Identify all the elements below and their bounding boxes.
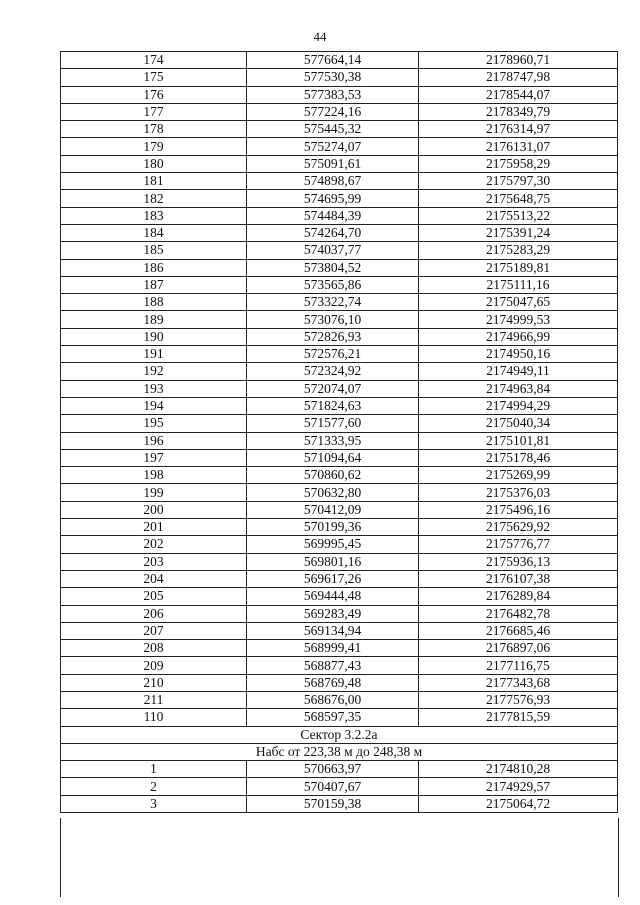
y-coordinate-cell: 2176685,46 — [419, 622, 618, 639]
table-row — [61, 397, 618, 414]
point-number-cell: 201 — [61, 519, 247, 536]
y-coordinate-cell: 2175111,16 — [419, 276, 618, 293]
y-coordinate-cell: 2175958,29 — [419, 155, 618, 172]
point-number-cell: 195 — [61, 415, 247, 432]
point-number-cell: 188 — [61, 294, 247, 311]
x-coordinate-cell: 570159,38 — [247, 795, 419, 812]
point-number-cell: 176 — [61, 86, 247, 103]
point-number-cell: 182 — [61, 190, 247, 207]
x-coordinate-cell: 574037,77 — [247, 242, 419, 259]
x-coordinate-cell: 574484,39 — [247, 207, 419, 224]
x-coordinate-cell: 572074,07 — [247, 380, 419, 397]
point-number-cell: 199 — [61, 484, 247, 501]
y-coordinate-cell: 2175178,46 — [419, 449, 618, 466]
point-number-cell: 1 — [61, 761, 247, 778]
x-coordinate-cell: 568676,00 — [247, 691, 419, 708]
table-row — [61, 536, 618, 553]
table-row — [61, 588, 618, 605]
table-row — [61, 224, 618, 241]
x-coordinate-cell: 573804,52 — [247, 259, 419, 276]
table-row — [61, 380, 618, 397]
y-coordinate-cell: 2175269,99 — [419, 467, 618, 484]
table-row — [61, 553, 618, 570]
coordinates-table — [60, 51, 618, 813]
point-number-cell: 196 — [61, 432, 247, 449]
y-coordinate-cell: 2177576,93 — [419, 691, 618, 708]
table-row — [61, 449, 618, 466]
y-coordinate-cell: 2174994,29 — [419, 397, 618, 414]
x-coordinate-cell: 570407,67 — [247, 778, 419, 795]
sector-subtitle-cell: Набс от 223,38 м до 248,38 м — [61, 743, 618, 760]
x-coordinate-cell: 568999,41 — [247, 640, 419, 657]
y-coordinate-cell: 2175776,77 — [419, 536, 618, 553]
point-number-cell: 185 — [61, 242, 247, 259]
y-coordinate-cell: 2175047,65 — [419, 294, 618, 311]
x-coordinate-cell: 577530,38 — [247, 69, 419, 86]
y-coordinate-cell: 2176131,07 — [419, 138, 618, 155]
table-row — [61, 484, 618, 501]
table-row — [61, 709, 618, 726]
y-coordinate-cell: 2176314,97 — [419, 121, 618, 138]
y-coordinate-cell: 2176107,38 — [419, 570, 618, 587]
point-number-cell: 211 — [61, 691, 247, 708]
table-row — [61, 726, 618, 743]
x-coordinate-cell: 574695,99 — [247, 190, 419, 207]
y-coordinate-cell: 2178960,71 — [419, 52, 618, 69]
y-coordinate-cell: 2175797,30 — [419, 173, 618, 190]
table-row — [61, 570, 618, 587]
y-coordinate-cell: 2176482,78 — [419, 605, 618, 622]
table-row — [61, 346, 618, 363]
table-row — [61, 294, 618, 311]
y-coordinate-cell: 2178747,98 — [419, 69, 618, 86]
point-number-cell: 3 — [61, 795, 247, 812]
x-coordinate-cell: 570632,80 — [247, 484, 419, 501]
table-row — [61, 519, 618, 536]
x-coordinate-cell: 569801,16 — [247, 553, 419, 570]
point-number-cell: 110 — [61, 709, 247, 726]
y-coordinate-cell: 2175629,92 — [419, 519, 618, 536]
x-coordinate-cell: 572576,21 — [247, 346, 419, 363]
table-row — [61, 173, 618, 190]
point-number-cell: 204 — [61, 570, 247, 587]
coordinates-table-body — [61, 52, 618, 813]
table-row — [61, 795, 618, 812]
table-row — [61, 674, 618, 691]
point-number-cell: 191 — [61, 346, 247, 363]
x-coordinate-cell: 575445,32 — [247, 121, 419, 138]
y-coordinate-cell: 2177116,75 — [419, 657, 618, 674]
point-number-cell: 180 — [61, 155, 247, 172]
x-coordinate-cell: 571577,60 — [247, 415, 419, 432]
point-number-cell: 187 — [61, 276, 247, 293]
point-number-cell: 189 — [61, 311, 247, 328]
y-coordinate-cell: 2174929,57 — [419, 778, 618, 795]
x-coordinate-cell: 577224,16 — [247, 103, 419, 120]
point-number-cell: 210 — [61, 674, 247, 691]
y-coordinate-cell: 2178349,79 — [419, 103, 618, 120]
table-row — [61, 190, 618, 207]
point-number-cell: 205 — [61, 588, 247, 605]
x-coordinate-cell: 571333,95 — [247, 432, 419, 449]
point-number-cell: 203 — [61, 553, 247, 570]
x-coordinate-cell: 573322,74 — [247, 294, 419, 311]
y-coordinate-cell: 2175936,13 — [419, 553, 618, 570]
table-row — [61, 86, 618, 103]
table-row — [61, 138, 618, 155]
table-row — [61, 415, 618, 432]
x-coordinate-cell: 577664,14 — [247, 52, 419, 69]
x-coordinate-cell: 570199,36 — [247, 519, 419, 536]
point-number-cell: 178 — [61, 121, 247, 138]
table-row — [61, 207, 618, 224]
table-row — [61, 276, 618, 293]
y-coordinate-cell: 2177815,59 — [419, 709, 618, 726]
y-coordinate-cell: 2178544,07 — [419, 86, 618, 103]
table-row — [61, 121, 618, 138]
y-coordinate-cell: 2174949,11 — [419, 363, 618, 380]
table-row — [61, 52, 618, 69]
page-number: 44 — [313, 29, 327, 44]
table-row — [61, 691, 618, 708]
point-number-cell: 207 — [61, 622, 247, 639]
x-coordinate-cell: 568597,35 — [247, 709, 419, 726]
y-coordinate-cell: 2175376,03 — [419, 484, 618, 501]
x-coordinate-cell: 573565,86 — [247, 276, 419, 293]
point-number-cell: 175 — [61, 69, 247, 86]
y-coordinate-cell: 2175283,29 — [419, 242, 618, 259]
table-row — [61, 328, 618, 345]
table-row — [61, 69, 618, 86]
y-coordinate-cell: 2174950,16 — [419, 346, 618, 363]
y-coordinate-cell: 2175040,34 — [419, 415, 618, 432]
x-coordinate-cell: 572324,92 — [247, 363, 419, 380]
point-number-cell: 179 — [61, 138, 247, 155]
x-coordinate-cell: 575091,61 — [247, 155, 419, 172]
x-coordinate-cell: 570412,09 — [247, 501, 419, 518]
x-coordinate-cell: 569617,26 — [247, 570, 419, 587]
point-number-cell: 177 — [61, 103, 247, 120]
y-coordinate-cell: 2177343,68 — [419, 674, 618, 691]
y-coordinate-cell: 2175391,24 — [419, 224, 618, 241]
point-number-cell: 183 — [61, 207, 247, 224]
y-coordinate-cell: 2175648,75 — [419, 190, 618, 207]
table-row — [61, 501, 618, 518]
point-number-cell: 184 — [61, 224, 247, 241]
point-number-cell: 198 — [61, 467, 247, 484]
x-coordinate-cell: 574264,70 — [247, 224, 419, 241]
point-number-cell: 202 — [61, 536, 247, 553]
y-coordinate-cell: 2175189,81 — [419, 259, 618, 276]
point-number-cell: 208 — [61, 640, 247, 657]
table-row — [61, 363, 618, 380]
x-coordinate-cell: 573076,10 — [247, 311, 419, 328]
x-coordinate-cell: 569995,45 — [247, 536, 419, 553]
x-coordinate-cell: 569134,94 — [247, 622, 419, 639]
y-coordinate-cell: 2174966,99 — [419, 328, 618, 345]
x-coordinate-cell: 570663,97 — [247, 761, 419, 778]
table-row — [61, 761, 618, 778]
y-coordinate-cell: 2175101,81 — [419, 432, 618, 449]
table-row — [61, 103, 618, 120]
point-number-cell: 2 — [61, 778, 247, 795]
point-number-cell: 192 — [61, 363, 247, 380]
x-coordinate-cell: 568877,43 — [247, 657, 419, 674]
x-coordinate-cell: 574898,67 — [247, 173, 419, 190]
table-row — [61, 311, 618, 328]
x-coordinate-cell: 571094,64 — [247, 449, 419, 466]
point-number-cell: 194 — [61, 397, 247, 414]
point-number-cell: 181 — [61, 173, 247, 190]
point-number-cell: 186 — [61, 259, 247, 276]
y-coordinate-cell: 2175496,16 — [419, 501, 618, 518]
table-row — [61, 657, 618, 674]
table-row — [61, 259, 618, 276]
table-row — [61, 432, 618, 449]
y-coordinate-cell: 2175513,22 — [419, 207, 618, 224]
point-number-cell: 193 — [61, 380, 247, 397]
y-coordinate-cell: 2174999,53 — [419, 311, 618, 328]
point-number-cell: 209 — [61, 657, 247, 674]
table-row — [61, 743, 618, 760]
table-row — [61, 155, 618, 172]
sector-title-cell: Сектор 3.2.2а — [61, 726, 618, 743]
x-coordinate-cell: 569283,49 — [247, 605, 419, 622]
x-coordinate-cell: 577383,53 — [247, 86, 419, 103]
table-row — [61, 467, 618, 484]
x-coordinate-cell: 575274,07 — [247, 138, 419, 155]
y-coordinate-cell: 2174963,84 — [419, 380, 618, 397]
table-row — [61, 605, 618, 622]
point-number-cell: 174 — [61, 52, 247, 69]
y-coordinate-cell: 2175064,72 — [419, 795, 618, 812]
x-coordinate-cell: 572826,93 — [247, 328, 419, 345]
point-number-cell: 190 — [61, 328, 247, 345]
x-coordinate-cell: 571824,63 — [247, 397, 419, 414]
point-number-cell: 206 — [61, 605, 247, 622]
table-row — [61, 242, 618, 259]
x-coordinate-cell: 568769,48 — [247, 674, 419, 691]
y-coordinate-cell: 2174810,28 — [419, 761, 618, 778]
y-coordinate-cell: 2176289,84 — [419, 588, 618, 605]
table-row — [61, 778, 618, 795]
x-coordinate-cell: 570860,62 — [247, 467, 419, 484]
point-number-cell: 197 — [61, 449, 247, 466]
point-number-cell: 200 — [61, 501, 247, 518]
page-bottom-frame — [60, 818, 619, 897]
table-row — [61, 622, 618, 639]
table-row — [61, 640, 618, 657]
x-coordinate-cell: 569444,48 — [247, 588, 419, 605]
y-coordinate-cell: 2176897,06 — [419, 640, 618, 657]
